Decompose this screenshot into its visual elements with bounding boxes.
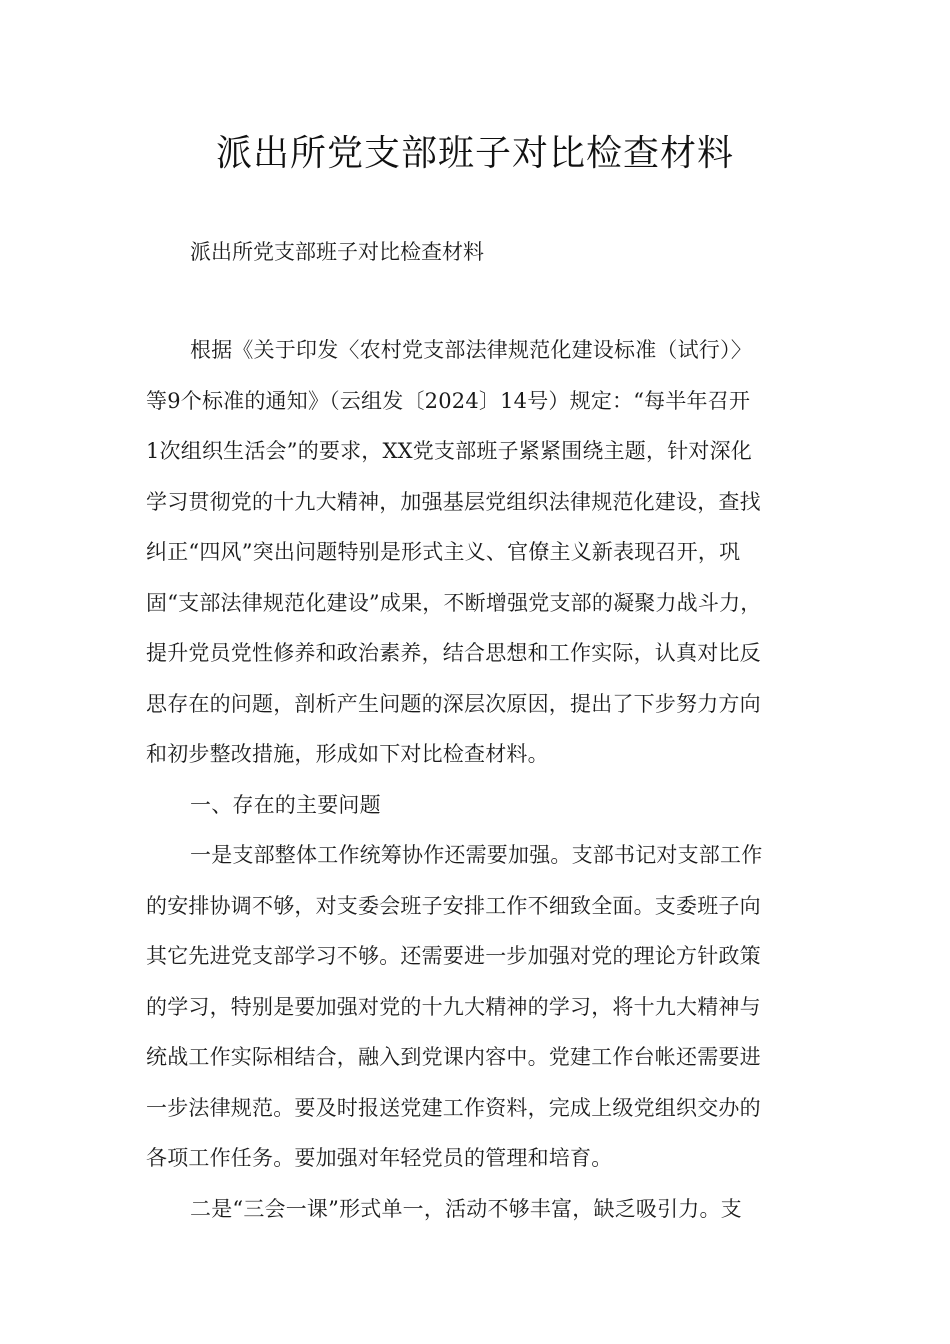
paragraph-1-line-5: 纠正“四风”突出问题特别是形式主义、官僚主义新表现召开，巩	[146, 540, 741, 564]
paragraph-1-line-1: 根据《关于印发〈农村党支部法律规范化建设标准（试行）〉	[190, 338, 752, 362]
paragraph-2-line-1: 一是支部整体工作统筹协作还需要加强。支部书记对支部工作	[190, 843, 763, 867]
document-subtitle: 派出所党支部班子对比检查材料	[190, 240, 484, 264]
document-title: 派出所党支部班子对比检查材料	[215, 133, 734, 174]
paragraph-1-line-2: 等9个标准的通知》（云组发〔2024〕14号）规定：“每半年召开	[146, 388, 751, 413]
paragraph-1-line-3: 1次组织生活会”的要求，XX党支部班子紧紧围绕主题，针对深化	[146, 439, 752, 463]
paragraph-2-line-7: 各项工作任务。要加强对年轻党员的管理和培育。	[146, 1146, 613, 1170]
paragraph-2-line-2: 的安排协调不够，对支委会班子安排工作不细致全面。支委班子向	[146, 893, 761, 918]
paragraph-2-line-3: 其它先进党支部学习不够。还需要进一步加强对党的理论方针政策	[146, 944, 761, 968]
paragraph-1-line-7: 提升党员党性修养和政治素养，结合思想和工作实际，认真对比反	[146, 641, 761, 665]
document-body	[146, 334, 826, 1243]
paragraph-3-line-1: 二是“三会一课”形式单一，活动不够丰富，缺乏吸引力。支	[190, 1196, 742, 1221]
paragraph-1-line-4: 学习贯彻党的十九大精神，加强基层党组织法律规范化建设，查找	[146, 489, 761, 514]
section-heading: 一、存在的主要问题	[190, 792, 381, 817]
paragraph-2-line-4: 的学习，特别是要加强对党的十九大精神的学习，将十九大精神与	[146, 994, 761, 1019]
paragraph-2-line-5: 统战工作实际相结合，融入到党课内容中。党建工作台帐还需要进	[146, 1045, 761, 1069]
paragraph-1-line-6: 固“支部法律规范化建设”成果，不断增强党支部的凝聚力战斗力，	[146, 590, 762, 615]
paragraph-1-line-8: 思存在的问题，剖析产生问题的深层次原因，提出了下步努力方向	[146, 691, 761, 716]
paragraph-2-line-6: 一步法律规范。要及时报送党建工作资料，完成上级党组织交办的	[146, 1095, 761, 1120]
paragraph-1-line-9: 和初步整改措施，形成如下对比检查材料。	[146, 742, 549, 766]
